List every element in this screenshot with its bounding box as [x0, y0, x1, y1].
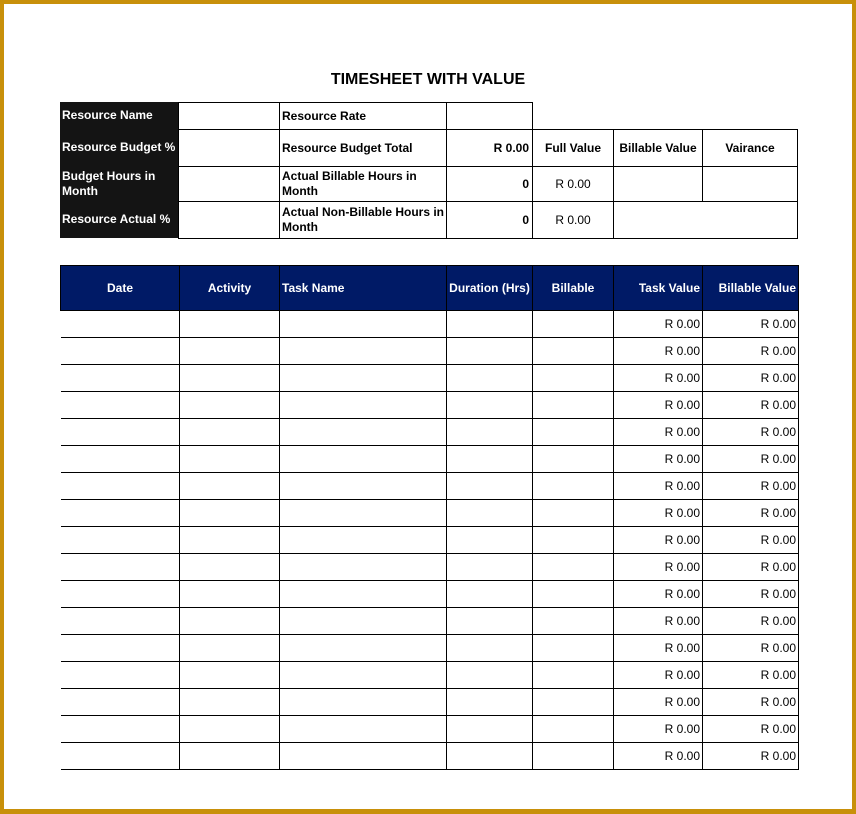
timesheet-table [60, 265, 799, 770]
cell-billable[interactable] [533, 608, 614, 635]
cell-billable-value: R 0.00 [703, 743, 799, 770]
cell-duration[interactable] [447, 581, 533, 608]
cell-date[interactable] [61, 527, 180, 554]
cell-duration[interactable] [447, 662, 533, 689]
cell-task-value: R 0.00 [614, 419, 703, 446]
cell-date[interactable] [61, 716, 180, 743]
resource-name-input[interactable] [178, 102, 280, 130]
cell-activity[interactable] [180, 446, 280, 473]
cell-date[interactable] [61, 365, 180, 392]
cell-task-name[interactable] [280, 365, 447, 392]
cell-duration[interactable] [447, 311, 533, 338]
cell-task-name[interactable] [280, 311, 447, 338]
cell-duration[interactable] [447, 419, 533, 446]
cell-date[interactable] [61, 392, 180, 419]
cell-task-value: R 0.00 [614, 446, 703, 473]
resource-budget-pct-label: Resource Budget % [60, 129, 179, 166]
cell-task-name[interactable] [280, 716, 447, 743]
cell-activity[interactable] [180, 365, 280, 392]
cell-date[interactable] [61, 446, 180, 473]
cell-billable[interactable] [533, 419, 614, 446]
cell-billable[interactable] [533, 635, 614, 662]
header-date: Date [61, 266, 180, 311]
cell-date[interactable] [61, 473, 180, 500]
cell-task-name[interactable] [280, 527, 447, 554]
variance-cell [702, 166, 798, 202]
cell-activity[interactable] [180, 743, 280, 770]
cell-task-name[interactable] [280, 500, 447, 527]
actual-non-billable-value: 0 [446, 201, 533, 239]
cell-billable-value: R 0.00 [703, 338, 799, 365]
cell-task-value: R 0.00 [614, 743, 703, 770]
cell-duration[interactable] [447, 743, 533, 770]
cell-task-name[interactable] [280, 608, 447, 635]
cell-billable[interactable] [533, 500, 614, 527]
cell-task-name[interactable] [280, 419, 447, 446]
cell-billable-value: R 0.00 [703, 473, 799, 500]
non-billable-merged-cell [613, 201, 798, 239]
cell-task-value: R 0.00 [614, 662, 703, 689]
actual-billable-label: Actual Billable Hours in Month [279, 166, 447, 202]
cell-duration[interactable] [447, 635, 533, 662]
table-row [61, 365, 799, 392]
cell-activity[interactable] [180, 608, 280, 635]
resource-rate-input[interactable] [446, 102, 533, 130]
cell-activity[interactable] [180, 581, 280, 608]
cell-date[interactable] [61, 581, 180, 608]
header-billable-value: Billable Value [703, 266, 799, 311]
table-header-row [61, 266, 799, 311]
cell-billable-value: R 0.00 [703, 419, 799, 446]
cell-task-value: R 0.00 [614, 527, 703, 554]
table-row [61, 419, 799, 446]
actual-non-billable-label: Actual Non-Billable Hours in Month [279, 201, 447, 239]
cell-date[interactable] [61, 554, 180, 581]
cell-duration[interactable] [447, 527, 533, 554]
cell-billable-value: R 0.00 [703, 527, 799, 554]
cell-activity[interactable] [180, 635, 280, 662]
cell-billable-value: R 0.00 [703, 446, 799, 473]
resource-name-label: Resource Name [60, 102, 179, 129]
cell-date[interactable] [61, 689, 180, 716]
cell-billable[interactable] [533, 338, 614, 365]
header-task-value: Task Value [614, 266, 703, 311]
cell-billable-value: R 0.00 [703, 662, 799, 689]
cell-duration[interactable] [447, 500, 533, 527]
cell-duration[interactable] [447, 554, 533, 581]
table-row [61, 500, 799, 527]
cell-date[interactable] [61, 338, 180, 365]
budget-hours-label: Budget Hours in Month [60, 166, 179, 201]
variance-label: Vairance [702, 129, 798, 167]
cell-task-value: R 0.00 [614, 635, 703, 662]
cell-activity[interactable] [180, 311, 280, 338]
cell-task-name[interactable] [280, 743, 447, 770]
cell-date[interactable] [61, 419, 180, 446]
cell-billable[interactable] [533, 392, 614, 419]
cell-task-value: R 0.00 [614, 500, 703, 527]
cell-task-value: R 0.00 [614, 338, 703, 365]
resource-budget-total-label: Resource Budget Total [279, 129, 447, 167]
cell-activity[interactable] [180, 473, 280, 500]
cell-duration[interactable] [447, 608, 533, 635]
cell-billable[interactable] [533, 365, 614, 392]
cell-duration[interactable] [447, 716, 533, 743]
cell-billable[interactable] [533, 743, 614, 770]
table-row [61, 608, 799, 635]
cell-task-value: R 0.00 [614, 365, 703, 392]
cell-billable[interactable] [533, 581, 614, 608]
cell-duration[interactable] [447, 365, 533, 392]
cell-task-name[interactable] [280, 338, 447, 365]
header-activity: Activity [180, 266, 280, 311]
cell-billable[interactable] [533, 311, 614, 338]
cell-duration[interactable] [447, 689, 533, 716]
table-row [61, 662, 799, 689]
cell-duration[interactable] [447, 446, 533, 473]
cell-date[interactable] [61, 635, 180, 662]
cell-billable-value: R 0.00 [703, 500, 799, 527]
cell-task-name[interactable] [280, 392, 447, 419]
cell-activity[interactable] [180, 527, 280, 554]
cell-billable[interactable] [533, 689, 614, 716]
cell-billable[interactable] [533, 527, 614, 554]
cell-date[interactable] [61, 608, 180, 635]
table-row [61, 446, 799, 473]
cell-duration[interactable] [447, 392, 533, 419]
full-value-label: Full Value [532, 129, 614, 167]
cell-task-value: R 0.00 [614, 473, 703, 500]
cell-billable[interactable] [533, 446, 614, 473]
cell-billable[interactable] [533, 716, 614, 743]
resource-rate-label: Resource Rate [279, 102, 447, 130]
cell-task-name[interactable] [280, 554, 447, 581]
table-row [61, 473, 799, 500]
full-value-billable: R 0.00 [532, 166, 614, 202]
page-title: TIMESHEET WITH VALUE [330, 71, 526, 88]
cell-billable-value: R 0.00 [703, 311, 799, 338]
actual-billable-value: 0 [446, 166, 533, 202]
cell-billable-value: R 0.00 [703, 392, 799, 419]
cell-activity[interactable] [180, 338, 280, 365]
table-row [61, 635, 799, 662]
cell-billable[interactable] [533, 554, 614, 581]
budget-hours-input[interactable] [178, 166, 280, 202]
cell-task-name[interactable] [280, 635, 447, 662]
table-row [61, 527, 799, 554]
cell-activity[interactable] [180, 716, 280, 743]
cell-duration[interactable] [447, 473, 533, 500]
cell-activity[interactable] [180, 662, 280, 689]
cell-task-value: R 0.00 [614, 581, 703, 608]
cell-task-name[interactable] [280, 581, 447, 608]
cell-activity[interactable] [180, 419, 280, 446]
full-value-non-billable: R 0.00 [532, 201, 614, 239]
cell-task-value: R 0.00 [614, 554, 703, 581]
billable-value-label: Billable Value [613, 129, 703, 167]
cell-activity[interactable] [180, 500, 280, 527]
cell-date[interactable] [61, 743, 180, 770]
cell-duration[interactable] [447, 338, 533, 365]
table-row [61, 743, 799, 770]
table-row [61, 689, 799, 716]
cell-date[interactable] [61, 500, 180, 527]
billable-value-cell [613, 166, 703, 202]
table-row [61, 716, 799, 743]
resource-budget-pct-input[interactable] [178, 129, 280, 167]
header-task-name: Task Name [280, 266, 447, 311]
cell-date[interactable] [61, 662, 180, 689]
cell-billable-value: R 0.00 [703, 554, 799, 581]
cell-task-name[interactable] [280, 473, 447, 500]
cell-task-name[interactable] [280, 446, 447, 473]
cell-task-value: R 0.00 [614, 392, 703, 419]
header-billable: Billable [533, 266, 614, 311]
cell-task-value: R 0.00 [614, 608, 703, 635]
table-row [61, 581, 799, 608]
resource-budget-total-value: R 0.00 [446, 129, 533, 167]
cell-billable-value: R 0.00 [703, 716, 799, 743]
cell-billable-value: R 0.00 [703, 689, 799, 716]
table-row [61, 311, 799, 338]
cell-task-name[interactable] [280, 662, 447, 689]
cell-activity[interactable] [180, 554, 280, 581]
cell-date[interactable] [61, 311, 180, 338]
cell-billable-value: R 0.00 [703, 635, 799, 662]
cell-billable[interactable] [533, 662, 614, 689]
cell-billable[interactable] [533, 473, 614, 500]
cell-activity[interactable] [180, 689, 280, 716]
table-row [61, 392, 799, 419]
cell-task-value: R 0.00 [614, 716, 703, 743]
header-duration: Duration (Hrs) [447, 266, 533, 311]
cell-billable-value: R 0.00 [703, 365, 799, 392]
cell-billable-value: R 0.00 [703, 581, 799, 608]
table-row [61, 338, 799, 365]
cell-task-name[interactable] [280, 689, 447, 716]
resource-actual-pct-label: Resource Actual % [60, 201, 179, 238]
cell-task-value: R 0.00 [614, 311, 703, 338]
table-row [61, 554, 799, 581]
cell-activity[interactable] [180, 392, 280, 419]
cell-billable-value: R 0.00 [703, 608, 799, 635]
resource-actual-pct-input[interactable] [178, 201, 280, 239]
cell-task-value: R 0.00 [614, 689, 703, 716]
